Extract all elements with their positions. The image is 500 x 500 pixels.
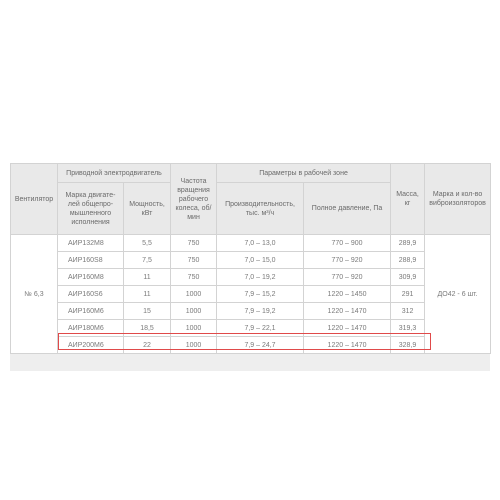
model-cell: АИР200М6 bbox=[58, 337, 124, 354]
header-drive-motor: Приводной электродвигатель bbox=[58, 164, 171, 183]
power-cell: 15 bbox=[124, 303, 171, 320]
pressure-cell: 770 – 920 bbox=[304, 252, 391, 269]
mass-cell: 309,9 bbox=[391, 269, 425, 286]
table-row bbox=[11, 269, 491, 286]
pressure-cell: 770 – 920 bbox=[304, 269, 391, 286]
capacity-cell: 7,0 – 13,0 bbox=[217, 235, 304, 252]
table-row bbox=[11, 252, 491, 269]
model-cell: АИР160М8 bbox=[58, 269, 124, 286]
speed-cell: 1000 bbox=[171, 320, 217, 337]
speed-cell: 750 bbox=[171, 269, 217, 286]
power-cell: 5,5 bbox=[124, 235, 171, 252]
capacity-cell: 7,9 – 24,7 bbox=[217, 337, 304, 354]
pressure-cell: 1220 – 1470 bbox=[304, 303, 391, 320]
speed-cell: 750 bbox=[171, 252, 217, 269]
fan-cell: № 6,3 bbox=[11, 235, 58, 354]
mass-cell: 328,9 bbox=[391, 337, 425, 354]
table-row bbox=[11, 303, 491, 320]
header-row-top bbox=[11, 164, 491, 183]
mass-cell: 291 bbox=[391, 286, 425, 303]
header-pressure: Полное давление, Па bbox=[304, 183, 391, 235]
pressure-cell: 1220 – 1450 bbox=[304, 286, 391, 303]
header-isolators: Марка и кол-во виброизоляторов bbox=[425, 164, 491, 235]
speed-cell: 750 bbox=[171, 235, 217, 252]
model-cell: АИР132М8 bbox=[58, 235, 124, 252]
power-cell: 7,5 bbox=[124, 252, 171, 269]
pressure-cell: 1220 – 1470 bbox=[304, 320, 391, 337]
power-cell: 11 bbox=[124, 286, 171, 303]
capacity-cell: 7,0 – 15,0 bbox=[217, 252, 304, 269]
speed-cell: 1000 bbox=[171, 286, 217, 303]
header-work-zone: Параметры в рабочей зоне bbox=[217, 164, 391, 183]
capacity-cell: 7,9 – 19,2 bbox=[217, 303, 304, 320]
speed-cell: 1000 bbox=[171, 303, 217, 320]
capacity-cell: 7,9 – 22,1 bbox=[217, 320, 304, 337]
power-cell: 18,5 bbox=[124, 320, 171, 337]
model-cell: АИР160S8 bbox=[58, 252, 124, 269]
pressure-cell: 770 – 900 bbox=[304, 235, 391, 252]
model-cell: АИР180М6 bbox=[58, 320, 124, 337]
table-row bbox=[11, 235, 491, 252]
table-row-highlighted bbox=[11, 337, 491, 354]
isolators-cell: ДО42 - 6 шт. bbox=[425, 235, 491, 354]
table-row bbox=[11, 286, 491, 303]
header-fan: Вентилятор bbox=[11, 164, 58, 235]
capacity-cell: 7,9 – 15,2 bbox=[217, 286, 304, 303]
fan-spec-table bbox=[10, 163, 491, 354]
speed-cell: 1000 bbox=[171, 337, 217, 354]
header-power: Мощность, кВт bbox=[124, 183, 171, 235]
capacity-cell: 7,0 – 19,2 bbox=[217, 269, 304, 286]
power-cell: 22 bbox=[124, 337, 171, 354]
header-motor-model: Марка двигате-лей общепро-мышленного исполнения bbox=[58, 183, 124, 235]
table-row bbox=[11, 320, 491, 337]
model-cell: АИР160М6 bbox=[58, 303, 124, 320]
power-cell: 11 bbox=[124, 269, 171, 286]
mass-cell: 289,9 bbox=[391, 235, 425, 252]
mass-cell: 288,9 bbox=[391, 252, 425, 269]
pressure-cell: 1220 – 1470 bbox=[304, 337, 391, 354]
mass-cell: 312 bbox=[391, 303, 425, 320]
header-speed: Частота вращения рабочего колеса, об/мин bbox=[171, 164, 217, 235]
mass-cell: 319,3 bbox=[391, 320, 425, 337]
header-mass: Масса, кг bbox=[391, 164, 425, 235]
header-capacity: Производительность, тыс. м³/ч bbox=[217, 183, 304, 235]
model-cell: АИР160S6 bbox=[58, 286, 124, 303]
